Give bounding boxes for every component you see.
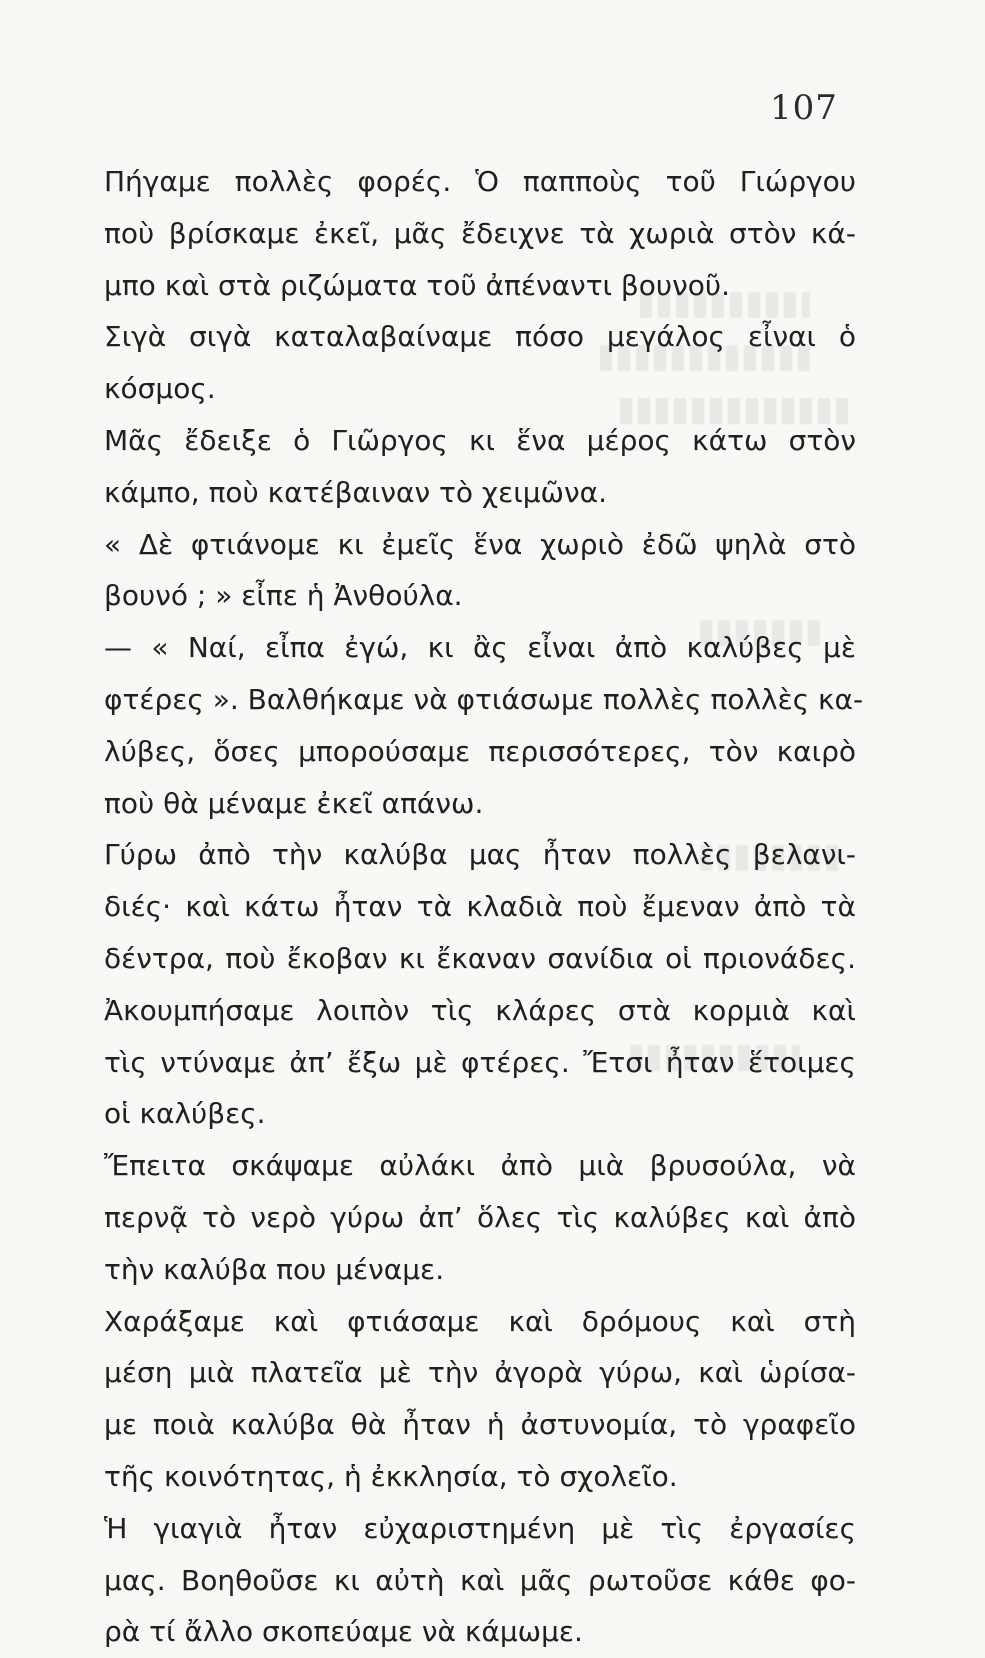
text-line: Ἀκουμπήσαμε λοιπὸν τὶς κλάρες στὰ κορμιὰ καὶ (104, 993, 856, 1027)
text-line: Πήγαμε πολλὲς φορές. Ὁ παπποὺς τοῦ Γιώργου (104, 165, 856, 198)
text-line: λύβες, ὅσες μπορούσαμε περισσότερες, τὸν καιρὸ (104, 734, 856, 768)
body-text (104, 156, 864, 1658)
text-line: μέση μιὰ πλατεῖα μὲ τὴν ἀγορὰ γύρω, καὶ ὡρίσα- (104, 1356, 856, 1390)
text-line: τὶς ντύναμε ἀπ’ ἔξω μὲ φτέρες. Ἔτσι ἦταν ἕτοιμες (104, 1045, 856, 1079)
text-line: Σιγὰ σιγὰ καταλαβαίναμε πόσο μεγάλος εἶναι ὁ (104, 320, 856, 354)
text-line: Μᾶς ἔδειξε ὁ Γιῶργος κι ἕνα μέρος κάτω στὸν (104, 423, 856, 457)
text-line: ρὰ τί ἄλλο σκοπεύαμε νὰ κάμωμε. (104, 1615, 583, 1649)
text-line: τὴν καλύβα που μέναμε. (104, 1252, 445, 1286)
text-line: Ἡ γιαγιὰ ἦταν εὐχαριστημένη μὲ τὶς ἐργασίες (104, 1511, 856, 1545)
text-line: κάμπο, ποὺ κατέβαιναν τὸ χειμῶνα. (104, 475, 607, 509)
text-line: ποὺ βρίσκαμε ἐκεῖ, μᾶς ἔδειχνε τὰ χωριὰ στὸν κά- (104, 216, 856, 250)
text-line: κόσμος. (104, 372, 216, 406)
text-line: ποὺ θὰ μέναμε ἐκεῖ απάνω. (104, 786, 484, 820)
text-line: μπο καὶ στὰ ριζώματα τοῦ ἀπέναντι βουνοῦ. (104, 268, 730, 302)
text-line: μας. Βοηθοῦσε κι αὐτὴ καὶ μᾶς ρωτοῦσε κάθε φο- (104, 1563, 856, 1597)
text-line: δέντρα, ποὺ ἔκοβαν κι ἔκαναν σανίδια οἱ πριονάδες. (104, 941, 856, 975)
text-line: φτέρες ». Βαλθήκαμε νὰ φτιάσωμε πολλὲς πολλὲς κα- (104, 682, 864, 716)
text-line: — « Ναί, εἶπα ἐγώ, κι ἂς εἶναι ἀπὸ καλύβες μὲ (104, 631, 856, 665)
text-line: Χαράξαμε καὶ φτιάσαμε καὶ δρόμους καὶ στὴ (104, 1304, 856, 1338)
text-line: διές· καὶ κάτω ἦταν τὰ κλαδιὰ ποὺ ἔμεναν ἀπὸ τὰ (104, 890, 856, 924)
page-number: 107 (770, 88, 838, 128)
text-line: τῆς κοινότητας, ἡ ἐκκλησία, τὸ σχολεῖο. (104, 1459, 678, 1493)
text-line: με ποιὰ καλύβα θὰ ἦταν ἡ ἀστυνομία, τὸ γραφεῖο (104, 1408, 856, 1442)
text-line: Γύρω ἀπὸ τὴν καλύβα μας ἦταν πολλὲς βελανι- (104, 838, 856, 872)
text-line: οἱ καλύβες. (104, 1097, 266, 1131)
text-line: βουνό ; » εἶπε ἡ Ἀνθούλα. (104, 579, 463, 613)
text-line: περνᾷ τὸ νερὸ γύρω ἀπ’ ὅλες τὶς καλύβες καὶ ἀπὸ (104, 1200, 856, 1234)
text-line: « Δὲ φτιάνομε κι ἐμεῖς ἕνα χωριὸ ἐδῶ ψηλὰ στὸ (104, 527, 856, 561)
text-line: Ἔπειτα σκάψαμε αὐλάκι ἀπὸ μιὰ βρυσούλα, νὰ (104, 1149, 856, 1183)
